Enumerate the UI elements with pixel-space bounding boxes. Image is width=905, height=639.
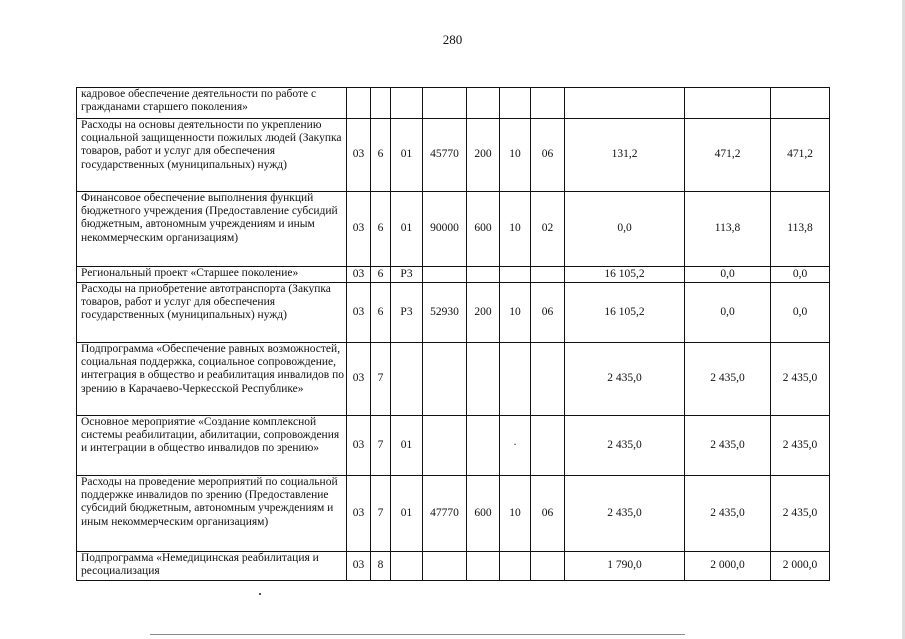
amount-year-3: 471,2 bbox=[771, 119, 830, 192]
program-code: 6 bbox=[371, 192, 391, 267]
subprogram-code: 01 bbox=[391, 119, 423, 192]
amount-year-3: 2 435,0 bbox=[771, 343, 830, 416]
amount-year-2: 471,2 bbox=[685, 119, 771, 192]
amount-year-1: 1 790,0 bbox=[565, 552, 685, 581]
section-code: 03 bbox=[347, 476, 371, 552]
expense-type-code bbox=[467, 416, 500, 476]
section-code: 03 bbox=[347, 343, 371, 416]
amount-year-1: 16 105,2 bbox=[565, 283, 685, 343]
amount-year-1: 2 435,0 bbox=[565, 416, 685, 476]
expense-type-code: 200 bbox=[467, 283, 500, 343]
amount-year-2: 2 435,0 bbox=[685, 416, 771, 476]
section-code: 03 bbox=[347, 552, 371, 581]
amount-year-1: 0,0 bbox=[565, 192, 685, 267]
subsection-code bbox=[531, 88, 565, 119]
page-number: 280 bbox=[442, 32, 463, 47]
table-row bbox=[77, 283, 830, 343]
subsection-code: 06 bbox=[531, 119, 565, 192]
amount-year-2: 0,0 bbox=[685, 283, 771, 343]
subsection-code bbox=[531, 267, 565, 283]
table-row bbox=[77, 416, 830, 476]
section-code: 03 bbox=[347, 192, 371, 267]
row-description: Финансовое обеспечение выполнения функций бюджетного учреждения (Предоставление субсидий бюджетным, автономным учреждениям и иным некоммерческим организациям) bbox=[77, 192, 347, 267]
section-code: 03 bbox=[347, 119, 371, 192]
chapter-code: 10 bbox=[500, 283, 531, 343]
row-description: Расходы на основы деятельности по укреплению социальной защищенности пожилых людей (Закупка товаров, работ и услуг для обеспечения государственных (муниципальных) нужд) bbox=[77, 119, 347, 192]
program-code bbox=[371, 88, 391, 119]
chapter-code bbox=[500, 343, 531, 416]
expense-type-code bbox=[467, 88, 500, 119]
chapter-code: · bbox=[500, 416, 531, 476]
table-row bbox=[77, 88, 830, 119]
amount-year-3: 2 435,0 bbox=[771, 416, 830, 476]
amount-year-1 bbox=[565, 88, 685, 119]
direction-code: 90000 bbox=[423, 192, 467, 267]
expense-type-code bbox=[467, 343, 500, 416]
direction-code: 47770 bbox=[423, 476, 467, 552]
chapter-code bbox=[500, 552, 531, 581]
section-code: 03 bbox=[347, 267, 371, 283]
subsection-code: 06 bbox=[531, 476, 565, 552]
expense-type-code: 200 bbox=[467, 119, 500, 192]
expense-type-code: 600 bbox=[467, 476, 500, 552]
budget-table bbox=[76, 87, 830, 581]
expense-type-code bbox=[467, 267, 500, 283]
direction-code bbox=[423, 88, 467, 119]
section-code: 03 bbox=[347, 283, 371, 343]
chapter-code bbox=[500, 88, 531, 119]
direction-code: 52930 bbox=[423, 283, 467, 343]
amount-year-2: 113,8 bbox=[685, 192, 771, 267]
amount-year-1: 16 105,2 bbox=[565, 267, 685, 283]
subprogram-code: 01 bbox=[391, 192, 423, 267]
amount-year-2: 2 435,0 bbox=[685, 343, 771, 416]
amount-year-3 bbox=[771, 88, 830, 119]
chapter-code: 10 bbox=[500, 476, 531, 552]
amount-year-2 bbox=[685, 88, 771, 119]
row-description: кадровое обеспечение деятельности по работе с гражданами старшего поколения» bbox=[77, 88, 347, 119]
table-row bbox=[77, 552, 830, 581]
amount-year-3: 2 435,0 bbox=[771, 476, 830, 552]
row-description: Региональный проект «Старшее поколение» bbox=[77, 267, 347, 283]
row-description: Подпрограмма «Обеспечение равных возможностей, социальная поддержка, социальное сопровождение, интеграция в общество и реабилитация инвалидов по зрению в Карачаево-Черкесской Республике» bbox=[77, 343, 347, 416]
scan-speck bbox=[259, 593, 261, 595]
chapter-code: 10 bbox=[500, 192, 531, 267]
amount-year-1: 2 435,0 bbox=[565, 476, 685, 552]
direction-code bbox=[423, 552, 467, 581]
table-row bbox=[77, 192, 830, 267]
chapter-code: 10 bbox=[500, 119, 531, 192]
amount-year-3: 0,0 bbox=[771, 283, 830, 343]
table-row bbox=[77, 267, 830, 283]
subsection-code bbox=[531, 343, 565, 416]
program-code: 6 bbox=[371, 267, 391, 283]
subprogram-code bbox=[391, 88, 423, 119]
expense-type-code: 600 bbox=[467, 192, 500, 267]
subprogram-code: 01 bbox=[391, 476, 423, 552]
direction-code bbox=[423, 343, 467, 416]
program-code: 7 bbox=[371, 343, 391, 416]
subprogram-code: Р3 bbox=[391, 267, 423, 283]
amount-year-3: 0,0 bbox=[771, 267, 830, 283]
row-description: Расходы на проведение мероприятий по социальной поддержке инвалидов по зрению (Предоставление субсидий бюджетным, автономным учреждениям и иным некоммерческим организациям) bbox=[77, 476, 347, 552]
amount-year-1: 131,2 bbox=[565, 119, 685, 192]
program-code: 6 bbox=[371, 119, 391, 192]
amount-year-2: 0,0 bbox=[685, 267, 771, 283]
subsection-code bbox=[531, 416, 565, 476]
subprogram-code: Р3 bbox=[391, 283, 423, 343]
section-code: 03 bbox=[347, 416, 371, 476]
program-code: 7 bbox=[371, 416, 391, 476]
table-row bbox=[77, 476, 830, 552]
expense-type-code bbox=[467, 552, 500, 581]
table-row bbox=[77, 119, 830, 192]
subprogram-code bbox=[391, 343, 423, 416]
chapter-code bbox=[500, 267, 531, 283]
program-code: 6 bbox=[371, 283, 391, 343]
scan-edge-line bbox=[150, 634, 685, 635]
amount-year-3: 113,8 bbox=[771, 192, 830, 267]
subsection-code: 06 bbox=[531, 283, 565, 343]
direction-code bbox=[423, 416, 467, 476]
program-code: 8 bbox=[371, 552, 391, 581]
program-code: 7 bbox=[371, 476, 391, 552]
amount-year-1: 2 435,0 bbox=[565, 343, 685, 416]
subsection-code bbox=[531, 552, 565, 581]
section-code bbox=[347, 88, 371, 119]
subprogram-code bbox=[391, 552, 423, 581]
subsection-code: 02 bbox=[531, 192, 565, 267]
amount-year-2: 2 435,0 bbox=[685, 476, 771, 552]
direction-code bbox=[423, 267, 467, 283]
amount-year-2: 2 000,0 bbox=[685, 552, 771, 581]
row-description: Подпрограмма «Немедицинская реабилитация и ресоциализация bbox=[77, 552, 347, 581]
row-description: Расходы на приобретение автотранспорта (Закупка товаров, работ и услуг для обеспечения государственных (муниципальных) нужд) bbox=[77, 283, 347, 343]
subprogram-code: 01 bbox=[391, 416, 423, 476]
row-description: Основное мероприятие «Создание комплексной системы реабилитации, абилитации, сопровождения и интеграции в общество инвалидов по зрению» bbox=[77, 416, 347, 476]
table-row bbox=[77, 343, 830, 416]
direction-code: 45770 bbox=[423, 119, 467, 192]
amount-year-3: 2 000,0 bbox=[771, 552, 830, 581]
